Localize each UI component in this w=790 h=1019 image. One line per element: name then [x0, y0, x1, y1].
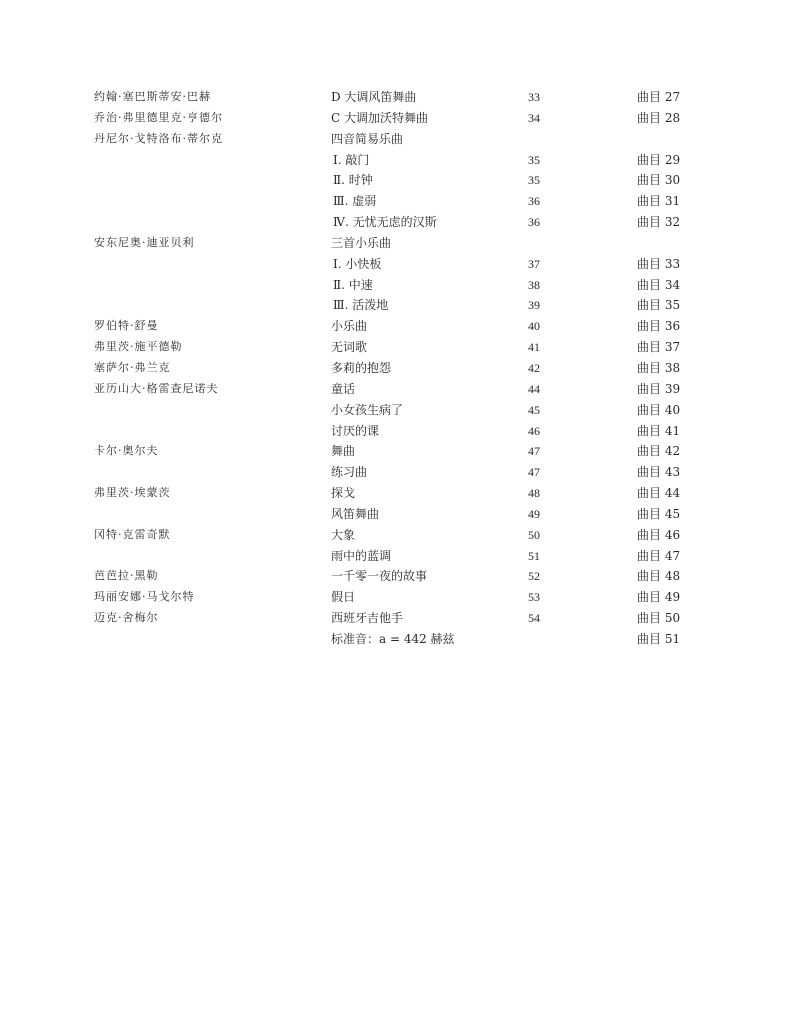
page-number: 42	[528, 360, 540, 375]
composer-name: 塞萨尔·弗兰克	[94, 360, 171, 374]
track-number: 曲目 35	[637, 298, 681, 313]
track-number: 曲目 27	[637, 90, 681, 104]
track-number: 曲目 38	[637, 360, 681, 375]
piece-title: Ⅱ. 时钟	[333, 173, 373, 188]
piece-title: Ⅲ. 虚弱	[333, 194, 377, 209]
piece-title: 小乐曲	[331, 319, 368, 334]
toc-row	[0, 546, 790, 567]
piece-title: Ⅱ. 中速	[333, 277, 373, 292]
toc-row	[0, 191, 790, 212]
track-number: 曲目 28	[637, 110, 681, 125]
page-number: 49	[528, 506, 540, 521]
track-number: 曲目 49	[637, 590, 681, 605]
page-number: 50	[528, 527, 540, 542]
track-number: 曲目 41	[637, 423, 681, 438]
track-number: 曲目 39	[637, 381, 681, 396]
track-number: 曲目 34	[637, 277, 681, 292]
piece-title: 风笛舞曲	[331, 506, 380, 521]
composer-name: 安东尼奥·迪亚贝利	[94, 235, 195, 249]
track-number: 曲目 29	[637, 152, 681, 167]
track-number: 曲目 46	[637, 527, 681, 542]
composer-name: 罗伯特·舒曼	[94, 319, 159, 333]
toc-row	[0, 358, 790, 379]
piece-title: 讨厌的课	[331, 423, 380, 438]
toc-row	[0, 129, 790, 150]
toc-row	[0, 525, 790, 546]
toc-row	[0, 295, 790, 316]
page-number: 48	[528, 486, 540, 501]
toc-row	[0, 462, 790, 483]
track-number: 曲目 48	[637, 569, 681, 584]
composer-name: 丹尼尔·戈特洛布·蒂尔克	[94, 131, 223, 145]
piece-title: 雨中的蓝调	[331, 548, 392, 563]
piece-title: 练习曲	[331, 465, 368, 480]
toc-row	[0, 316, 790, 337]
piece-title: Ⅰ. 敲门	[333, 152, 370, 167]
track-number: 曲目 42	[637, 444, 681, 459]
page-number: 34	[528, 110, 540, 125]
page-number: 44	[528, 381, 540, 396]
page-number: 37	[528, 256, 540, 271]
toc-row	[0, 608, 790, 629]
track-number: 曲目 43	[637, 465, 681, 480]
page-number: 38	[528, 277, 540, 292]
page-number: 39	[528, 298, 540, 313]
piece-title: Ⅳ. 无忧无虑的汉斯	[333, 215, 437, 230]
piece-title: 无词歌	[331, 340, 368, 355]
page-number: 35	[528, 173, 540, 188]
piece-title: Ⅲ. 活泼地	[333, 298, 389, 313]
track-number: 曲目 31	[637, 194, 681, 209]
toc-row	[0, 566, 790, 587]
page-number: 36	[528, 194, 540, 209]
page-number: 51	[528, 548, 540, 563]
piece-title: C 大调加沃特舞曲	[331, 110, 428, 125]
page-number: 54	[528, 611, 540, 626]
track-number: 曲目 45	[637, 506, 681, 521]
composer-name: 冈特·克雷奇默	[94, 527, 171, 541]
toc-row	[0, 254, 790, 275]
toc-row	[0, 337, 790, 358]
composer-name: 迈克·舍梅尔	[94, 611, 159, 625]
composer-name: 弗里茨·施平德勒	[94, 340, 183, 354]
page-number: 53	[528, 590, 540, 605]
piece-title: 大象	[331, 527, 356, 542]
composer-name: 亚历山大·格雷查尼诺夫	[94, 381, 219, 395]
page-number: 52	[528, 569, 540, 584]
toc-row	[0, 629, 790, 650]
page-number: 33	[528, 90, 540, 104]
track-number: 曲目 51	[637, 631, 681, 646]
track-number: 曲目 47	[637, 548, 681, 563]
composer-name: 卡尔·奥尔夫	[94, 444, 159, 458]
composer-name: 约翰·塞巴斯蒂安·巴赫	[94, 90, 211, 103]
page-number: 46	[528, 423, 540, 438]
piece-title: 舞曲	[331, 444, 356, 459]
piece-title: 小女孩生病了	[331, 402, 404, 417]
toc-row	[0, 400, 790, 421]
toc-row	[0, 150, 790, 171]
page-number: 47	[528, 465, 540, 480]
toc-row	[0, 233, 790, 254]
track-number: 曲目 36	[637, 319, 681, 334]
toc-row	[0, 441, 790, 462]
composer-name: 乔治·弗里德里克·亨德尔	[94, 110, 223, 124]
toc-row	[0, 379, 790, 400]
toc-row	[0, 587, 790, 608]
toc-row	[0, 483, 790, 504]
piece-title: 童话	[331, 381, 356, 396]
toc-row	[0, 87, 790, 108]
track-number: 曲目 40	[637, 402, 681, 417]
toc-row	[0, 421, 790, 442]
toc-row	[0, 275, 790, 296]
piece-title: 探戈	[331, 486, 356, 501]
track-number: 曲目 44	[637, 486, 681, 501]
track-number: 曲目 37	[637, 340, 681, 355]
toc-row	[0, 170, 790, 191]
page-number: 40	[528, 319, 540, 334]
toc-row	[0, 504, 790, 525]
track-number: 曲目 32	[637, 215, 681, 230]
page-number: 47	[528, 444, 540, 459]
toc-row	[0, 108, 790, 129]
piece-title: 一千零一夜的故事	[331, 569, 428, 584]
piece-title: 标准音：a = 442 赫兹	[331, 631, 455, 646]
piece-title: 四音简易乐曲	[331, 131, 404, 146]
composer-name: 芭芭拉·黑勒	[94, 569, 159, 583]
piece-title: 假日	[331, 590, 356, 605]
piece-title: D 大调风笛舞曲	[331, 90, 417, 104]
page-number: 41	[528, 340, 540, 355]
piece-title: 西班牙吉他手	[331, 611, 404, 626]
track-number: 曲目 33	[637, 256, 681, 271]
composer-name: 弗里茨·埃蒙茨	[94, 486, 171, 500]
table-of-contents	[0, 87, 790, 650]
piece-title: 三首小乐曲	[331, 235, 392, 250]
composer-name: 玛丽安娜·马戈尔特	[94, 590, 195, 604]
track-number: 曲目 50	[637, 611, 681, 626]
page-number: 35	[528, 152, 540, 167]
page-number: 45	[528, 402, 540, 417]
track-number: 曲目 30	[637, 173, 681, 188]
page-number: 36	[528, 215, 540, 230]
piece-title: 多莉的抱怨	[331, 360, 392, 375]
toc-row	[0, 212, 790, 233]
piece-title: Ⅰ. 小快板	[333, 256, 382, 271]
